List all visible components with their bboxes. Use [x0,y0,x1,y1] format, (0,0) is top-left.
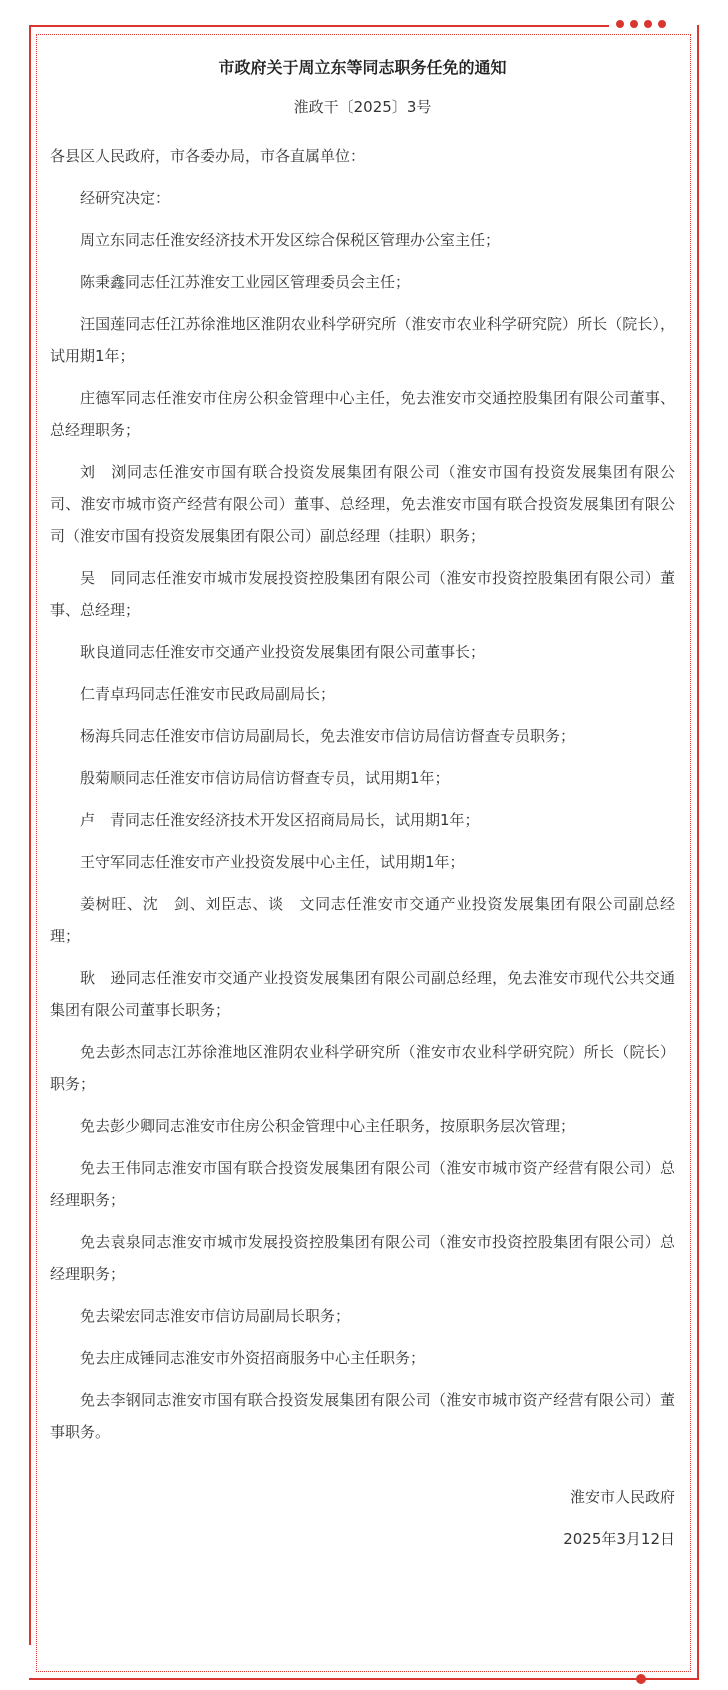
decorative-dot [644,20,652,28]
paragraph: 免去梁宏同志淮安市信访局副局长职务； [80,1307,351,1325]
paragraph: 免去彭少卿同志淮安市住房公积金管理中心主任职务，按原职务层次管理； [80,1117,576,1135]
decorative-dot [616,20,624,28]
paragraph: 刘 浏同志任淮安市国有联合投资发展集团有限公司（淮安市国有投资发展集团有限公司、淮安市城市资产经营有限公司）董事、总经理，免去淮安市国有联合投资发展集团有限公司（淮安市国有投资发展集团有限公司）副总经理（挂职）职务； [50,463,675,545]
paragraph: 周立东同志任淮安经济技术开发区综合保税区管理办公室主任； [80,231,501,249]
paragraph: 免去王伟同志淮安市国有联合投资发展集团有限公司（淮安市城市资产经营有限公司）总经理职务； [50,1159,675,1209]
notice-body [50,50,675,1552]
paragraph: 庄德军同志任淮安市住房公积金管理中心主任，免去淮安市交通控股集团有限公司董事、总经理职务； [50,389,675,439]
salutation: 各县区人民政府，市各委办局，市各直属单位： [50,147,366,165]
decorative-dot [630,20,638,28]
paragraph: 免去李钢同志淮安市国有联合投资发展集团有限公司（淮安市城市资产经营有限公司）董事职务。 [50,1391,675,1441]
paragraph: 耿 逊同志任淮安市交通产业投资发展集团有限公司副总经理，免去淮安市现代公共交通集团有限公司董事长职务； [50,969,675,1019]
paragraph: 免去袁泉同志淮安市城市发展投资控股集团有限公司（淮安市投资控股集团有限公司）总经理职务； [50,1233,675,1283]
paragraph: 仁青卓玛同志任淮安市民政局副局长； [80,685,336,703]
paragraph: 姜树旺、沈 剑、刘臣志、谈 文同志任淮安市交通产业投资发展集团有限公司副总经理； [50,895,675,945]
paragraph: 卢 青同志任淮安经济技术开发区招商局局长，试用期1年； [80,811,480,829]
paragraph: 汪国莲同志任江苏徐淮地区淮阴农业科学研究所（淮安市农业科学研究院）所长（院长），试用期1年； [50,315,675,365]
paragraph: 免去彭杰同志江苏徐淮地区淮阴农业科学研究所（淮安市农业科学研究院）所长（院长）职务； [50,1043,675,1093]
document-number: 淮政干〔2025〕3号 [293,98,432,116]
paragraph: 耿良道同志任淮安市交通产业投资发展集团有限公司董事长； [80,643,486,661]
decorative-dots [616,20,666,28]
signature-organization: 淮安市人民政府 [569,1488,675,1506]
signature-date: 2025年3月12日 [563,1530,675,1548]
paragraph: 吴 同同志任淮安市城市发展投资控股集团有限公司（淮安市投资控股集团有限公司）董事、总经理； [50,569,675,619]
paragraph: 免去庄成锤同志淮安市外资招商服务中心主任职务； [80,1349,426,1367]
paragraph: 殷菊顺同志任淮安市信访局信访督查专员，试用期1年； [80,769,450,787]
paragraph: 经研究决定： [80,189,171,207]
paragraph: 王守军同志任淮安市产业投资发展中心主任，试用期1年； [80,853,465,871]
paragraph: 杨海兵同志任淮安市信访局副局长，免去淮安市信访局信访督查专员职务； [80,727,576,745]
decorative-corner-dot [636,1674,646,1684]
paragraph: 陈秉鑫同志任江苏淮安工业园区管理委员会主任； [80,273,411,291]
decorative-dot [658,20,666,28]
notice-title: 市政府关于周立东等同志职务任免的通知 [218,58,507,77]
